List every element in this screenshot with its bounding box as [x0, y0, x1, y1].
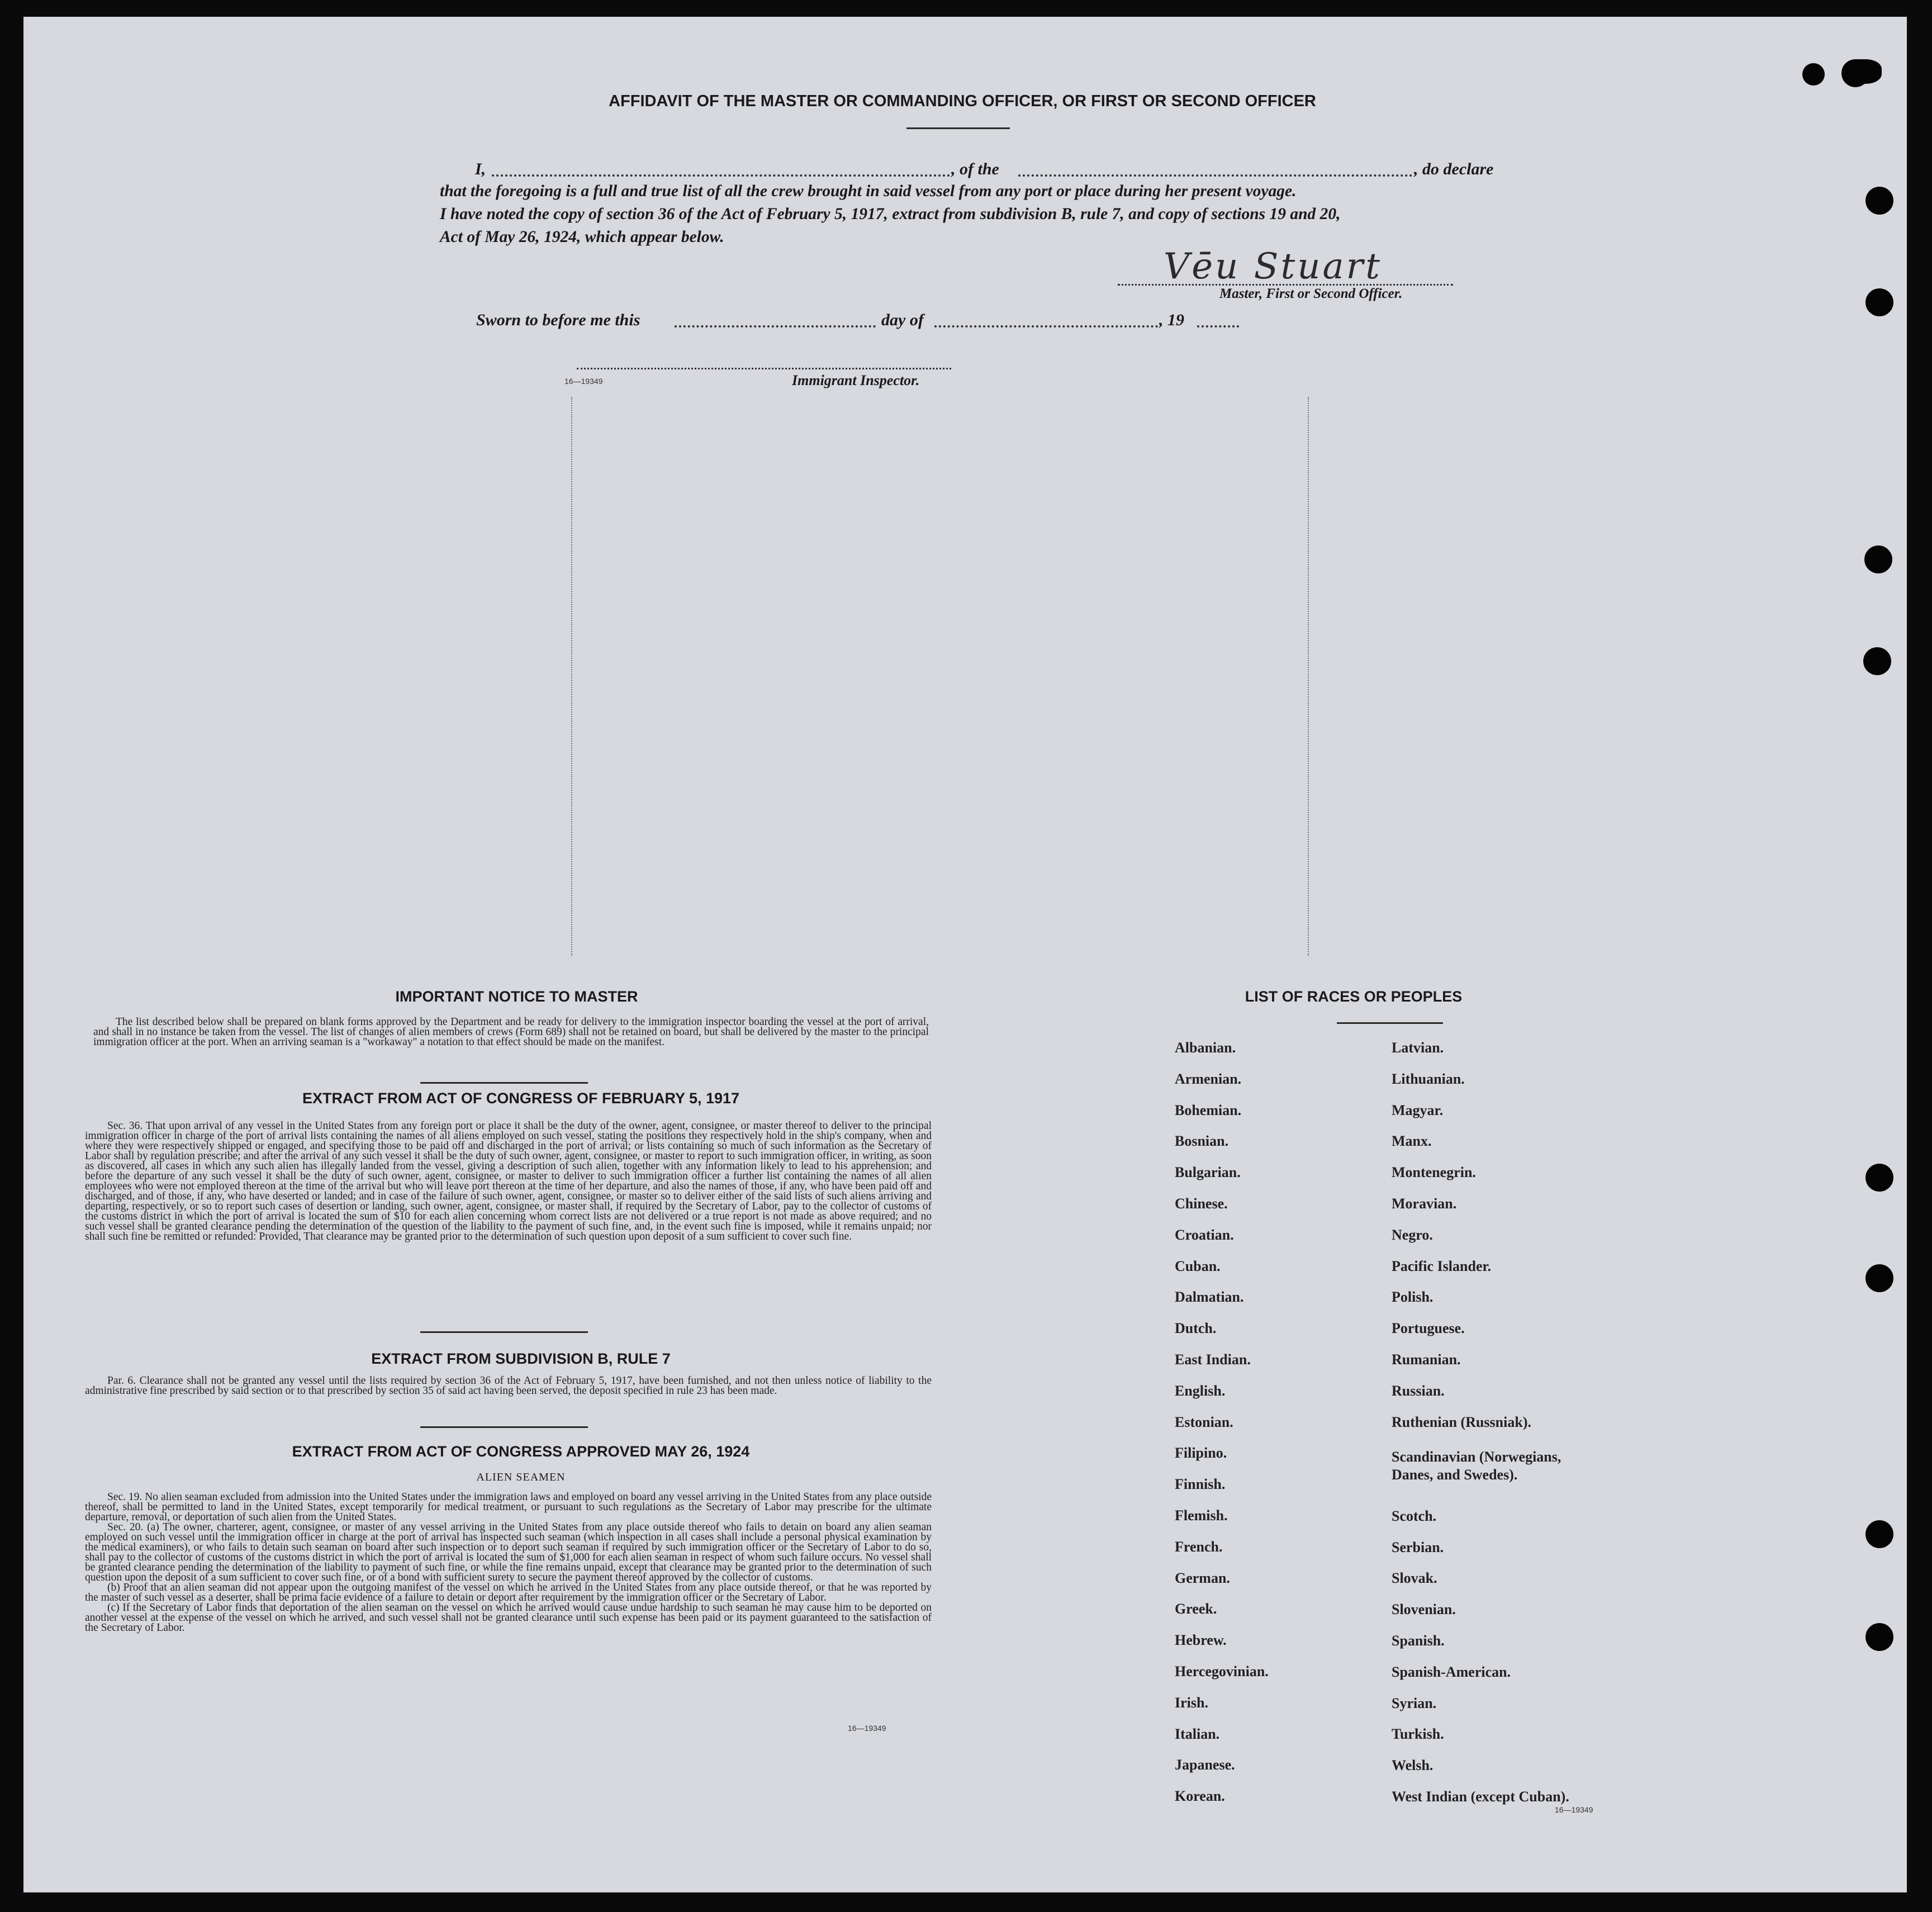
- race-item: Rumanian.: [1392, 1351, 1461, 1368]
- form-number-bottom-right: 16—19349: [1555, 1805, 1593, 1814]
- rule-7-paragraph: Par. 6. Clearance shall not be granted any vessel until the lists required by section 36 of the Act of February 5, 1917, have been furnished, and not then unless notice of liability to the administrative fine prescribed by said section or to that prescribed by section 35 of said act having been served, the deposit specified in rule 23 has been made.: [85, 1375, 932, 1397]
- race-item: Bulgarian.: [1175, 1164, 1241, 1181]
- race-item: Korean.: [1175, 1788, 1225, 1805]
- punch-hole: [1864, 545, 1892, 573]
- act-1924-sec-19: Sec. 19. No alien seaman excluded from admission into the United States under the immigration laws and employed on board any vessel arriving in the United States from any place outside thereof, shall be permitted to land in the United States, except temporarily for medical treatment, or pursuant to such regulations as the Secretary of Labor may prescribe for the ultimate departure, removal, or deportation of such alien from the United States.: [85, 1491, 932, 1523]
- race-item: Croatian.: [1175, 1226, 1234, 1243]
- act-1924-title: EXTRACT FROM ACT OF CONGRESS APPROVED MAY 26, 1924: [292, 1443, 750, 1460]
- race-item: Russian.: [1392, 1382, 1445, 1399]
- race-item: Pacific Islander.: [1392, 1258, 1492, 1274]
- month-blank: [934, 325, 1158, 328]
- punch-hole: [1865, 1264, 1893, 1292]
- act-1917-title: EXTRACT FROM ACT OF CONGRESS OF FEBRUARY 5, 1917: [302, 1090, 740, 1107]
- signature-line: [1118, 284, 1453, 286]
- race-item: Greek.: [1175, 1601, 1217, 1617]
- punch-hole: [1865, 1623, 1893, 1651]
- race-item: Chinese.: [1175, 1195, 1228, 1212]
- race-item: Montenegrin.: [1392, 1164, 1476, 1181]
- race-item: East Indian.: [1175, 1351, 1251, 1368]
- act-1917-text: [85, 1121, 932, 1242]
- punch-hole: [1865, 187, 1893, 215]
- race-item: Scotch.: [1392, 1507, 1437, 1524]
- master-signature: Vēu Stuart: [1164, 246, 1382, 287]
- punch-hole: [1865, 1520, 1893, 1548]
- race-item: French.: [1175, 1538, 1223, 1555]
- race-item: Negro.: [1392, 1226, 1433, 1243]
- race-item: Albanian.: [1175, 1040, 1236, 1056]
- races-col-2: [1392, 1040, 1660, 1839]
- year-label: , 19: [1159, 311, 1184, 329]
- punch-hole: [1863, 647, 1891, 675]
- race-item: Spanish.: [1392, 1633, 1445, 1649]
- race-item: Lithuanian.: [1392, 1070, 1465, 1087]
- race-item: Dutch.: [1175, 1320, 1217, 1337]
- race-item: Irish.: [1175, 1694, 1208, 1711]
- race-item: Dalmatian.: [1175, 1289, 1244, 1306]
- race-item: Spanish-American.: [1392, 1663, 1511, 1680]
- race-item: Bosnian.: [1175, 1133, 1229, 1150]
- race-item: Slovak.: [1392, 1570, 1437, 1587]
- affidavit-line-4: Act of May 26, 1924, which appear below.: [440, 228, 724, 246]
- race-item: Manx.: [1392, 1133, 1432, 1150]
- affidavit-of-the: , of the: [951, 160, 999, 178]
- race-item: Hebrew.: [1175, 1632, 1227, 1649]
- act-1917-paragraph: Sec. 36. That upon arrival of any vessel in the United States from any foreign port or place it shall be the duty of the owner, agent, consignee, or master thereof to deliver to the principal immigration officer in charge of the port of arrival lists containing the names of all aliens employed on such vessel, stating the positions they respectively hold in the ship's company, when and where they were respectively shipped or engaged, and specifying those to be paid off and discharged in the port of arrival; or lists containing so much of such information as the Secretary of Labor shall by regulation prescribe; and after the arrival of any such vessel it shall be the duty of such owner, agent, consignee, or master to report to such immigration officer, in writing, as soon as discovered, all cases in which any such alien has illegally landed from the vessel, giving a description of such alien, together with any information likely to lead to his apprehension; and before the departure of any such vessel it shall be the duty of such owner, agent, consignee, or master to deliver to such immigration officer a further list containing the names of all alien employees who were not employed thereon at the time of the arrival but who will leave port thereon at the time of her departure, and also the names of those, if any, who have been paid off and discharged, and of those, if any, who have deserted or landed; and in case of the failure of such owner, agent, consignee, or master so to deliver either of the said lists of such aliens arriving and departing, respectively, or so to report such cases of desertion or landing, such owner, agent, consignee, or master shall, if required by the Secretary of Labor, pay to the collector of customs of the customs district in which the port of arrival is located the sum of $10 for each alien concerning whom correct lists are not delivered or a true report is not made as above required; and no such vessel shall be granted clearance pending the determination of the question of the liability to the payment of such fine, and, in the event such fine is imposed, while it remains unpaid; nor shall such fine be remitted or refunded: Provided, That clearance may be granted prior to the determination of such question upon deposit of a sum sufficient to cover such fine.: [85, 1120, 932, 1242]
- notice-text: [93, 1017, 929, 1047]
- sworn-line: [476, 311, 1259, 333]
- race-item: West Indian (except Cuban).: [1392, 1788, 1569, 1805]
- punch-hole: [1802, 63, 1825, 86]
- affidavit-i: I,: [475, 160, 486, 178]
- title-underline: [906, 127, 1010, 129]
- section-divider: [420, 1082, 588, 1084]
- race-item: Scandinavian (Norwegians, Danes, and Swedes).: [1392, 1449, 1561, 1483]
- race-item: Italian.: [1175, 1725, 1220, 1742]
- races-col-1: [1175, 1040, 1387, 1839]
- race-item: Estonian.: [1175, 1413, 1233, 1430]
- form-number-top: 16—19349: [564, 377, 603, 386]
- race-item: Syrian.: [1392, 1695, 1437, 1711]
- affidavit-declare: , do declare: [1414, 160, 1494, 178]
- race-item: Finnish.: [1175, 1476, 1226, 1493]
- race-item: Latvian.: [1392, 1040, 1444, 1056]
- day-blank: [675, 325, 876, 328]
- rule-7-text: [85, 1376, 932, 1396]
- section-divider: [420, 1331, 588, 1333]
- faint-column-line: [1308, 397, 1310, 956]
- vessel-blank: [1018, 174, 1412, 177]
- inspector-caption: Immigrant Inspector.: [792, 372, 920, 388]
- rule-7-title: EXTRACT FROM SUBDIVISION B, RULE 7: [371, 1350, 671, 1367]
- race-item: Japanese.: [1175, 1757, 1235, 1773]
- notice-title: IMPORTANT NOTICE TO MASTER: [395, 988, 638, 1005]
- punch-hole: [1865, 1164, 1893, 1192]
- signature-caption: Master, First or Second Officer.: [1219, 286, 1403, 301]
- race-item: Bohemian.: [1175, 1102, 1242, 1118]
- race-item: Slovenian.: [1392, 1601, 1456, 1618]
- act-1924-sec-20a: Sec. 20. (a) The owner, charterer, agent, consignee, or master of any vessel arriving in the United States from any place outside thereof who fails to detain on board any alien seaman employed on such vessel until the immigration officer in charge at the port of arrival has inspected such seaman (which inspection in all cases shall include a personal physical examination by the medical examiners), or who fails to detain such seaman on board after such inspection or to deport such seaman if required by such immigration officer or the Secretary of Labor to do so, shall pay to the collector of customs of the customs district in which the port of arrival is located the sum of $1,000 for each alien seaman in respect of whom such failure occurs. No vessel shall be granted clearance pending the determination of the liability to payment of such fine, or while the fine remains unpaid, except that clearance may be granted prior to the determination of such question upon the deposit of a sum sufficient to cover such fine, or of a bond with sufficient surety to secure the payment thereof approved by the collector of customs.: [85, 1521, 932, 1583]
- race-item: Filipino.: [1175, 1445, 1227, 1462]
- race-item: Moravian.: [1392, 1195, 1457, 1212]
- races-underline: [1337, 1022, 1443, 1024]
- race-item: Serbian.: [1392, 1539, 1444, 1555]
- race-item: Flemish.: [1175, 1507, 1228, 1524]
- race-item: Armenian.: [1175, 1070, 1242, 1087]
- inspector-line: [577, 368, 951, 369]
- affidavit-title: AFFIDAVIT OF THE MASTER OR COMMANDING OFFICER, OR FIRST OR SECOND OFFICER: [609, 92, 1316, 110]
- sworn-label: Sworn to before me this: [476, 311, 640, 329]
- race-item: Welsh.: [1392, 1757, 1433, 1774]
- act-1924-sec-20b: (b) Proof that an alien seaman did not appear upon the outgoing manifest of the vessel on which he arrived in the United States from any place outside thereof, or that he was reported by the master of such vessel as a deserter, shall be prima facie evidence of a failure to detain or deport after requirement by the immigration officer or the Secretary of Labor.: [85, 1582, 932, 1603]
- race-item: Hercegovinian.: [1175, 1663, 1269, 1679]
- document-page: [23, 17, 1907, 1892]
- affidavit-line-2: that the foregoing is a full and true list of all the crew brought in said vessel from any port or place during her present voyage.: [440, 182, 1297, 200]
- act-1924-subtitle: ALIEN SEAMEN: [476, 1471, 566, 1483]
- act-1924-text: [85, 1492, 932, 1633]
- affidavit-line-3: I have noted the copy of section 36 of the Act of February 5, 1917, extract from subdivision B, rule 7, and copy of sections 19 and 20,: [440, 205, 1341, 223]
- race-item: English.: [1175, 1382, 1226, 1399]
- race-item: Magyar.: [1392, 1102, 1444, 1118]
- races-title: LIST OF RACES OR PEOPLES: [1245, 988, 1463, 1005]
- name-blank: [492, 174, 950, 177]
- form-number-bottom-left: 16—19349: [848, 1724, 886, 1733]
- punch-hole: [1843, 59, 1882, 84]
- day-of-label: day of: [881, 311, 924, 329]
- race-item: Ruthenian (Russniak).: [1392, 1413, 1531, 1430]
- year-blank: [1197, 325, 1239, 328]
- race-item: German.: [1175, 1569, 1230, 1586]
- notice-paragraph: The list described below shall be prepared on blank forms approved by the Department and be ready for delivery to the immigration inspector boarding the vessel at the port of arrival, and shall in no instance be taken from the vessel. The list of changes of alien members of crews (Form 689) shall not be retained on board, but shall be delivered by the master to the principal immigration officer at the port. When an arriving seaman is a "workaway" a notation to that effect should be made on the manifest.: [93, 1016, 929, 1048]
- race-item: Cuban.: [1175, 1258, 1221, 1274]
- affidavit-line-1: [475, 160, 1509, 182]
- race-item: Polish.: [1392, 1289, 1433, 1306]
- race-item: Portuguese.: [1392, 1320, 1465, 1337]
- punch-hole: [1865, 288, 1893, 316]
- act-1924-sec-20c: (c) If the Secretary of Labor finds that deportation of the alien seaman on the vessel on which he arrived would cause undue hardship to such seaman he may cause him to be deported on another vessel at the expense of the vessel on which he arrived, and such vessel shall not be granted clearance until such expense has been paid or its payment guaranteed to the satisfaction of the Secretary of Labor.: [85, 1602, 932, 1634]
- race-item: Turkish.: [1392, 1726, 1444, 1743]
- section-divider: [420, 1426, 588, 1428]
- faint-column-line: [571, 397, 573, 956]
